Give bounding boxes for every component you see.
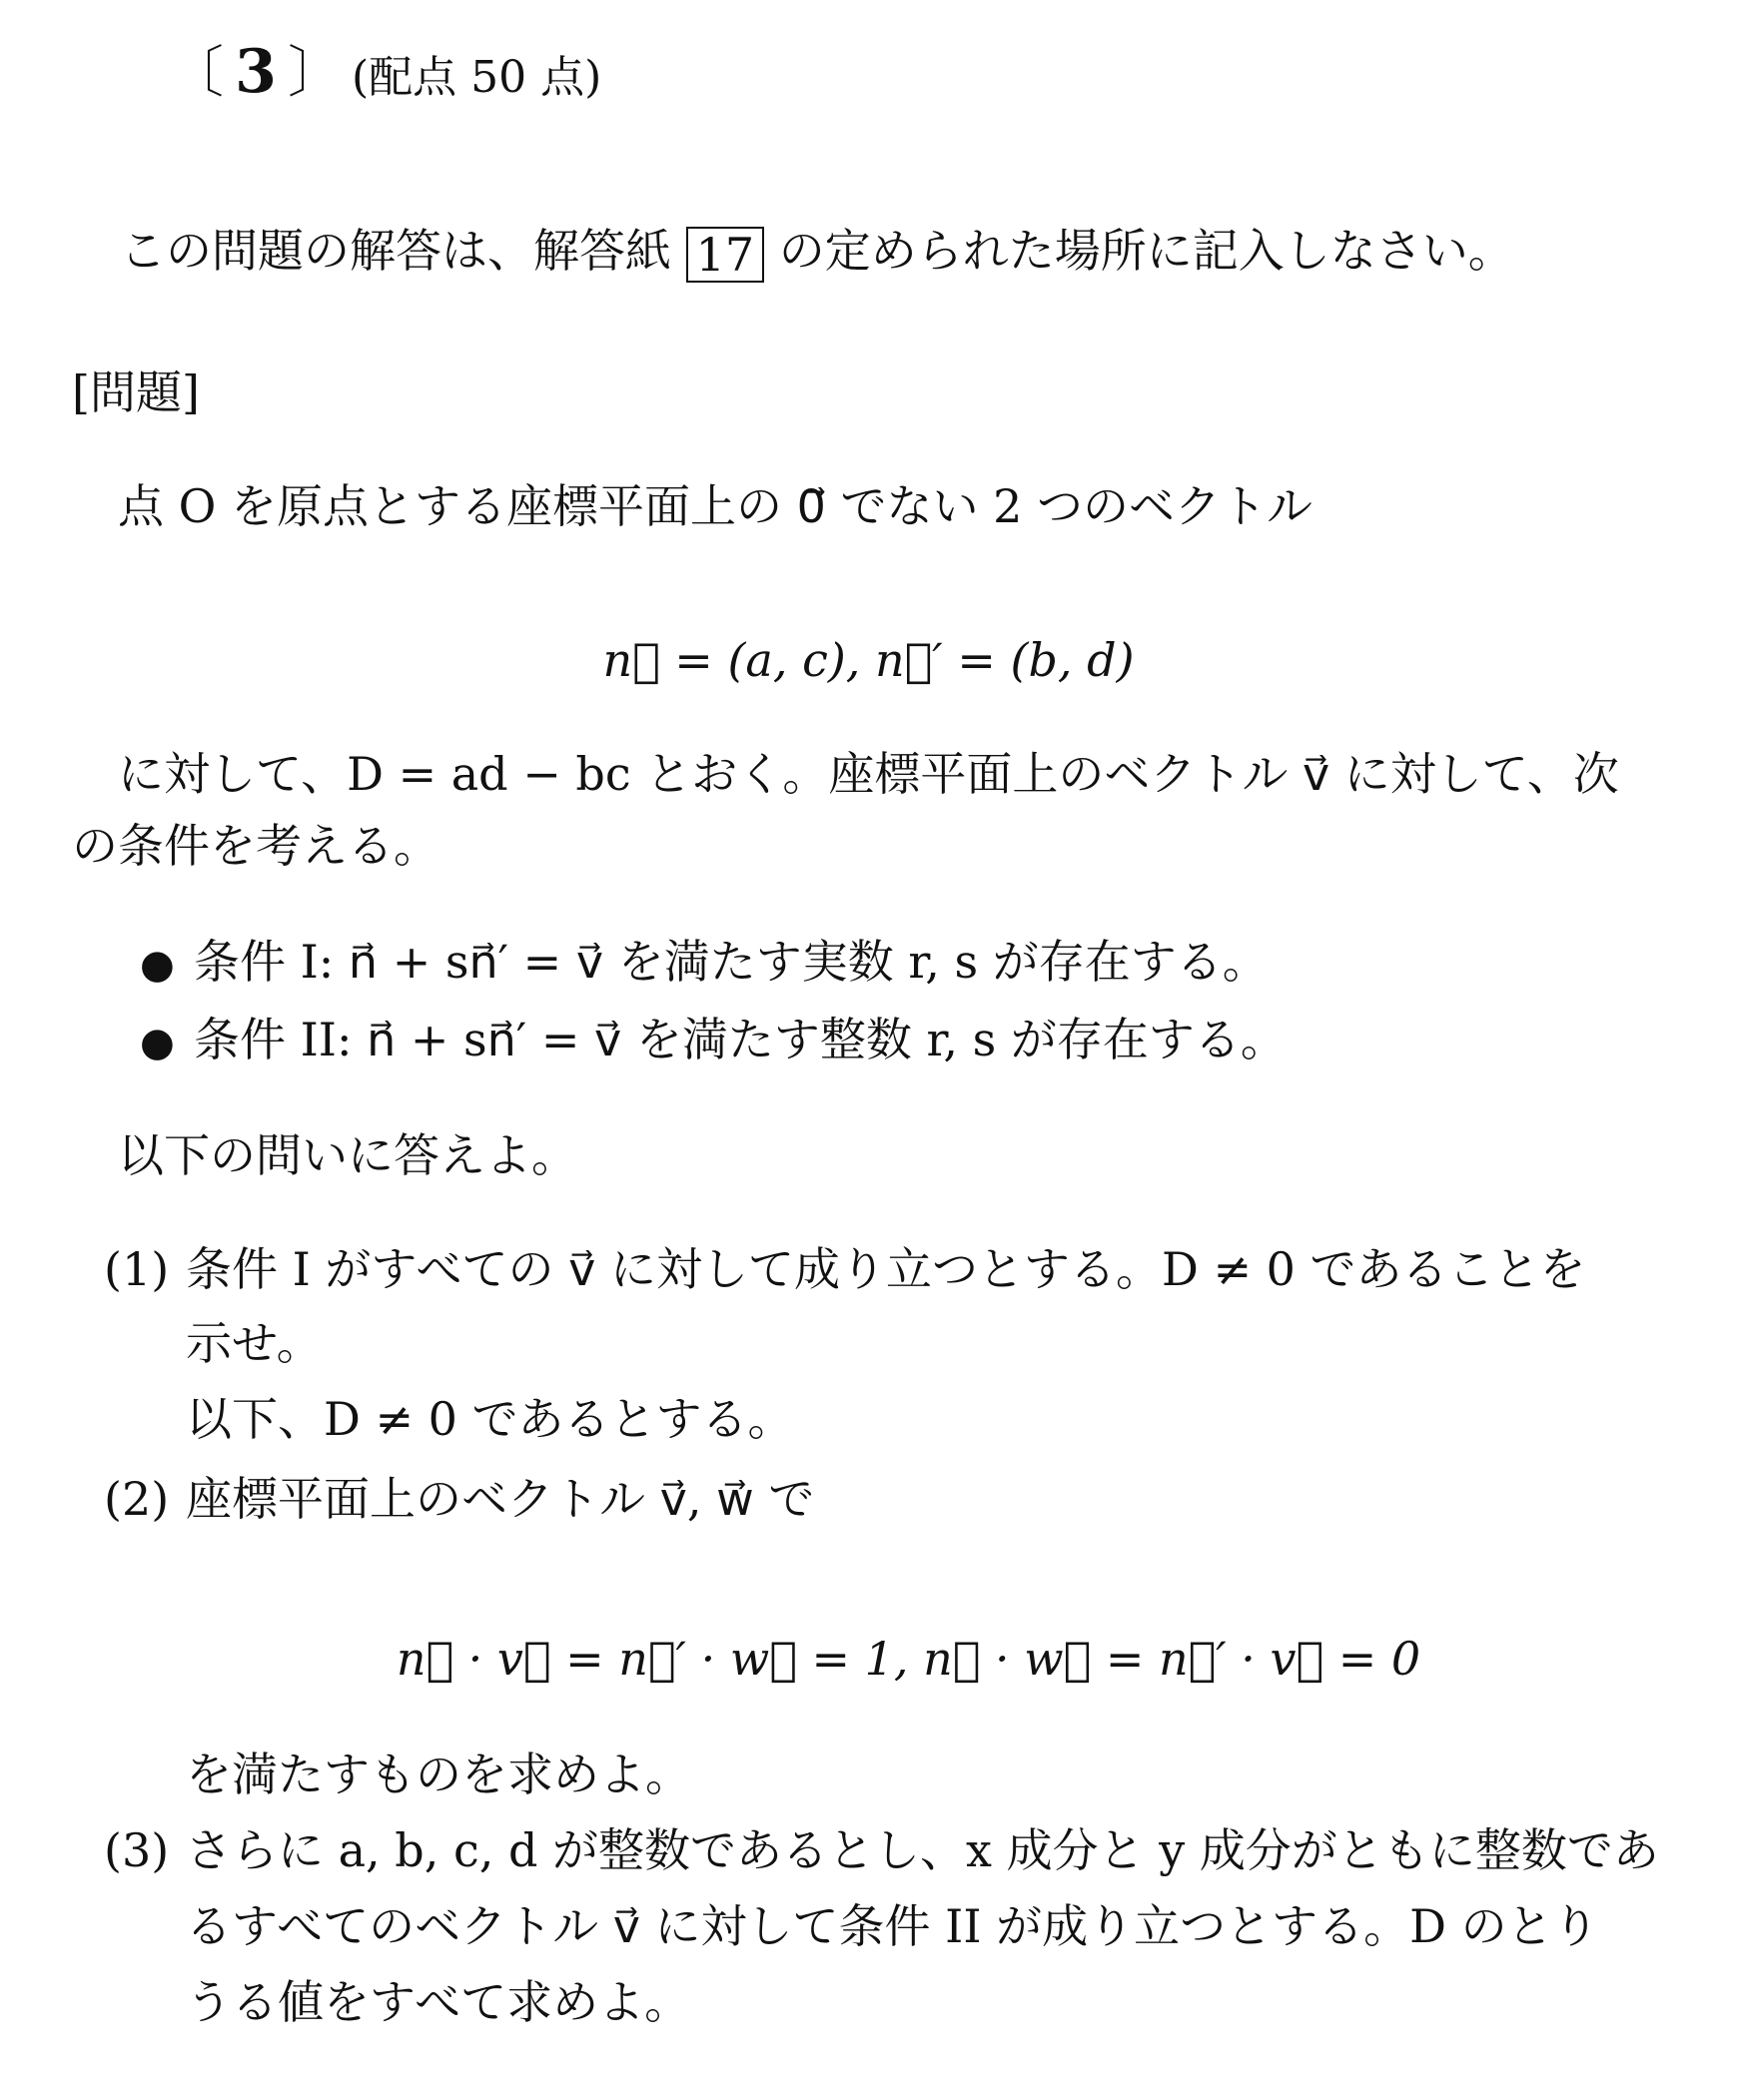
intro-equation: n⃗ = (a, c), n⃗′ = (b, d)	[602, 633, 1135, 687]
problem-number: 3	[235, 37, 277, 107]
q1-line-3: 以下、D ≠ 0 であるとする。	[186, 1392, 794, 1446]
q1-line-2: 示せ。	[186, 1316, 323, 1370]
q2-equation: n⃗ · v⃗ = n⃗′ · w⃗ = 1, n⃗ · w⃗ = n⃗′ · v⃗ = 0	[396, 1632, 1421, 1686]
intro-line-3: の条件を考える。	[72, 819, 439, 873]
q3-line-1: さらに a, b, c, d が整数であるとし、x 成分と y 成分がともに整数であ	[186, 1823, 1659, 1877]
intro-line-1: 点 O を原点とする座標平面上の 0⃗ でない 2 つのベクトル	[118, 479, 1312, 533]
condition-text: 条件 I: n⃗ + sn⃗′ = v⃗ を満たす実数 r, s が存在する。	[194, 935, 1269, 989]
intro-line-2: に対して、D = ad − bc とおく。座標平面上のベクトル v⃗ に対して、次	[118, 747, 1619, 801]
prompt: 以下の問いに答えよ。	[118, 1128, 577, 1182]
q2-line-2: を満たすものを求めよ。	[186, 1748, 691, 1801]
header-bracket-open: 〔	[168, 41, 224, 106]
condition-item	[140, 935, 1269, 990]
q3-label: (3)	[104, 1823, 170, 1877]
condition-item	[140, 1013, 1287, 1067]
header-bracket-close: 〕	[287, 41, 344, 106]
q2-line-1: 座標平面上のベクトル v⃗, w⃗ で	[186, 1472, 815, 1526]
instruction	[120, 224, 1514, 283]
condition-text: 条件 II: n⃗ + sn⃗′ = v⃗ を満たす整数 r, s が存在する。	[194, 1013, 1287, 1066]
q3-line-2: るすべてのベクトル v⃗ に対して条件 II が成り立つとする。D のとり	[186, 1899, 1599, 1953]
q3-line-3: うる値をすべて求めよ。	[186, 1975, 691, 2029]
problem-header	[168, 37, 344, 112]
q1-label: (1)	[104, 1242, 170, 1296]
bullet-icon: ●	[140, 1020, 175, 1065]
q2-label: (2)	[104, 1472, 170, 1526]
instruction-before: この問題の解答は、解答紙	[120, 224, 671, 278]
answer-sheet-box: 17	[686, 227, 765, 283]
q1-line-1: 条件 I がすべての v⃗ に対して成り立つとする。D ≠ 0 であることを	[186, 1242, 1586, 1296]
points-label: (配点 50 点)	[352, 52, 602, 103]
bullet-icon: ●	[140, 942, 175, 988]
instruction-after: の定められた場所に記入しなさい。	[778, 224, 1514, 278]
section-label: [問題]	[72, 365, 200, 419]
